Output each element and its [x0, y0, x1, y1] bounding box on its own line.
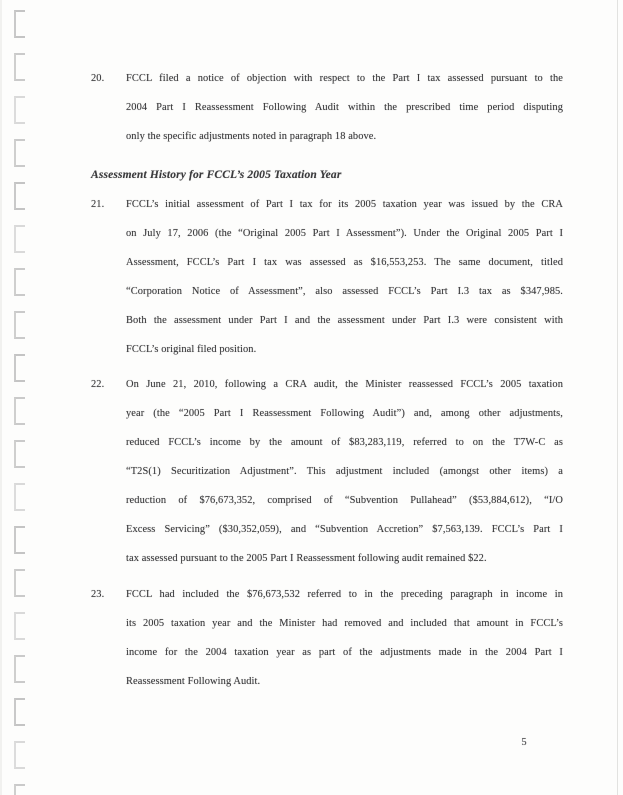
paragraph-number: 22.	[91, 379, 105, 390]
scan-edge-artifact-left	[0, 0, 2, 795]
paragraph-line: “Corporation Notice of Assessment”, also assessed FCCL’s Part I.3 tax as $347,985.	[126, 286, 563, 297]
paragraph-text	[126, 370, 563, 573]
scan-edge-artifact-right	[617, 0, 618, 795]
paragraph-line: its 2005 taxation year and the Minister had removed and included that amount in FCCL’s	[126, 618, 563, 629]
paragraph-line: year (the “2005 Part I Reassessment Following Audit”) and, among other adjustments,	[126, 408, 563, 419]
paragraph-22	[91, 370, 563, 573]
paragraph-line: Reassessment Following Audit.	[126, 676, 261, 687]
paragraph-number: 20.	[91, 73, 105, 84]
section-heading: Assessment History for FCCL’s 2005 Taxation Year	[91, 169, 342, 181]
paragraph-line: FCCL filed a notice of objection with respect to the Part I tax assessed pursuant to the	[126, 73, 563, 84]
binder-clip-icon	[14, 612, 25, 640]
binder-clip-icon	[14, 698, 25, 726]
binder-clip-icon	[14, 139, 25, 167]
paragraph-line: income for the 2004 taxation year as part of the adjustments made in the 2004 Part I	[126, 647, 563, 658]
paragraph-line: on July 17, 2006 (the “Original 2005 Part I Assessment”). Under the Original 2005 Part I	[126, 228, 563, 239]
document-body	[91, 64, 563, 696]
paragraph-line: Assessment, FCCL’s Part I tax was assessed as $16,553,253. The same document, titled	[126, 257, 563, 268]
binder-clip-icon	[14, 10, 25, 38]
paragraph-text	[126, 64, 563, 151]
binder-clip-icon	[14, 182, 25, 210]
paragraph-line: FCCL had included the $76,673,532 referred to in the preceding paragraph in income in	[126, 589, 563, 600]
binder-clip-icon	[14, 268, 25, 296]
paragraph-line: reduction of $76,673,352, comprised of “Subvention Pullahead” ($53,884,612), “I/O	[126, 495, 563, 506]
binder-clip-icon	[14, 440, 25, 468]
page-number: 5	[521, 737, 527, 748]
paragraph-number: 23.	[91, 589, 105, 600]
binder-clip-icon	[14, 569, 25, 597]
paragraph-line: Excess Servicing” ($30,352,059), and “Subvention Accretion” $7,563,139. FCCL’s Part I	[126, 524, 563, 535]
binder-clip-icon	[14, 784, 25, 795]
binder-clip-icon	[14, 741, 25, 769]
paragraph-23	[91, 580, 563, 696]
binder-clip-icon	[14, 354, 25, 382]
paragraph-line: FCCL’s initial assessment of Part I tax for its 2005 taxation year was issued by the CRA	[126, 199, 563, 210]
binder-clip-icon	[14, 96, 25, 124]
binder-clip-icon	[14, 397, 25, 425]
paragraph-text	[126, 190, 563, 364]
paragraph-line: FCCL’s original filed position.	[126, 344, 257, 355]
binder-clip-icon	[14, 655, 25, 683]
binder-clip-icon	[14, 225, 25, 253]
paragraph-line: Both the assessment under Part I and the assessment under Part I.3 were consistent with	[126, 315, 563, 326]
paragraph-line: tax assessed pursuant to the 2005 Part I Reassessment following audit remained $22.	[126, 553, 487, 564]
binder-clip-icon	[14, 53, 25, 81]
paragraph-21	[91, 190, 563, 364]
binding-strip	[14, 10, 25, 795]
paragraph-number: 21.	[91, 199, 105, 210]
paragraph-line: 2004 Part I Reassessment Following Audit within the prescribed time period disputing	[126, 102, 563, 113]
paragraph-line: “T2S(1) Securitization Adjustment”. This adjustment included (amongst other items) a	[126, 466, 563, 477]
binder-clip-icon	[14, 311, 25, 339]
paragraph-text	[126, 580, 563, 696]
paragraph-20	[91, 64, 563, 151]
binder-clip-icon	[14, 483, 25, 511]
paragraph-line: On June 21, 2010, following a CRA audit, the Minister reassessed FCCL’s 2005 taxation	[126, 379, 563, 390]
paragraph-line: reduced FCCL’s income by the amount of $83,283,119, referred to on the T7W-C as	[126, 437, 563, 448]
paragraph-line: only the specific adjustments noted in paragraph 18 above.	[126, 131, 377, 142]
binder-clip-icon	[14, 526, 25, 554]
